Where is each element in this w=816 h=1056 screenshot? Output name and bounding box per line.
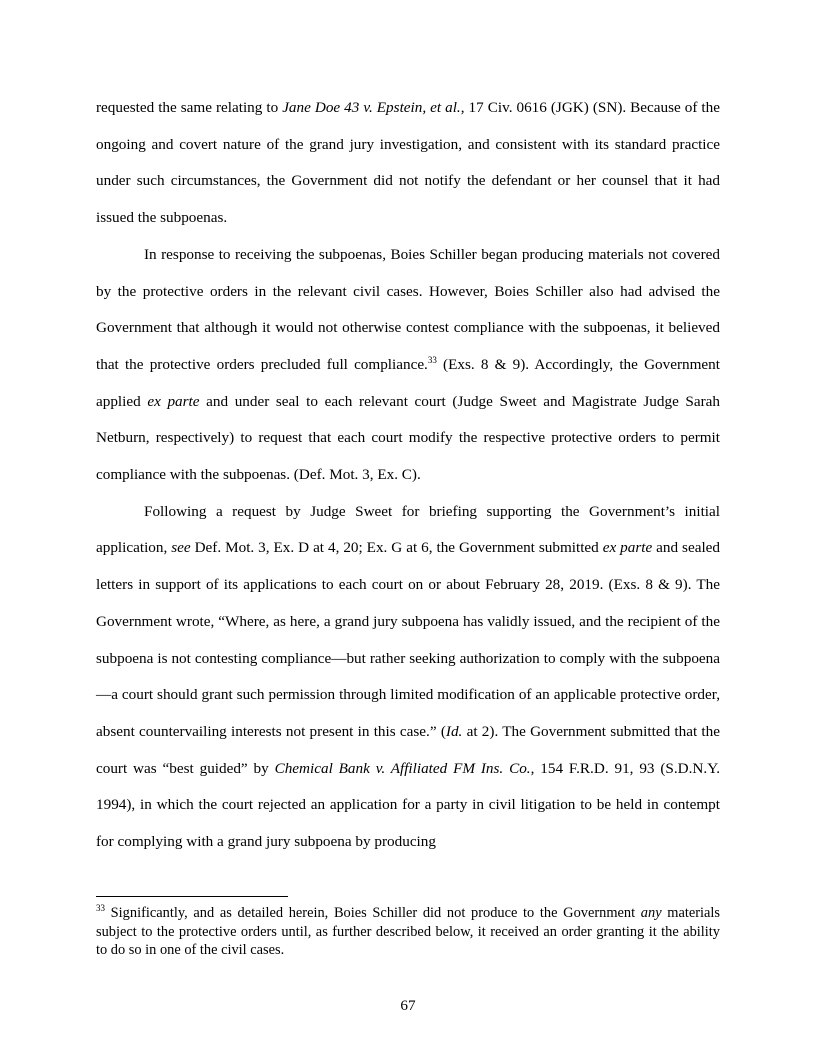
- id-citation: Id.: [445, 722, 463, 740]
- footnote-number: 33: [96, 903, 105, 913]
- paragraph-1: requested the same relating to Jane Doe 43 v. Epstein, et al., 17 Civ. 0616 (JGK) (SN). Because of the ongoing and covert nature of the grand jury investigation, and consistent with its standard practice under such circumstances, the Government did not notify the defendant or her counsel that it had issued the subpoenas.: [96, 99, 720, 227]
- case-citation: Jane Doe 43 v. Epstein, et al.: [282, 99, 461, 116]
- latin-term: ex parte: [147, 392, 200, 410]
- latin-term: ex parte: [602, 539, 653, 557]
- signal-see: see: [171, 539, 191, 557]
- body-text: [96, 90, 720, 861]
- paragraph-2: In response to receiving the subpoenas, Boies Schiller began producing materials not covered by the protective orders in the relevant civil cases. However, Boies Schiller also had advised the Government that although it would not otherwise contest compliance with the subpoenas, it believed that the protective orders precluded full compliance.$^{33}$ (Exs. 8 & 9). Accordingly, the Government applied ex parte and under seal to each relevant court (Judge Sweet and Magistrate Judge Sarah Netburn, respectively) to request that each court modify the respective protective orders to permit compliance with the subpoenas. (Def. Mot. 3, Ex. C).: [96, 245, 721, 484]
- footnote-divider: [96, 896, 288, 897]
- page-number: 67: [400, 997, 416, 1014]
- footnote: $^{33}$ Significantly, and as detailed herein, Boies Schiller did not produce to the Government any materials subject to the protective orders until, as further described below, it received an order granting it the ability to do so in one of the civil cases.: [96, 903, 721, 959]
- paragraph-3: Following a request by Judge Sweet for briefing supporting the Government’s initial application, see Def. Mot. 3, Ex. D at 4, 20; Ex. G at 6, the Government submitted ex parte and sealed letters in support of its applications to each court on or about February 28, 2019. (Exs. 8 & 9). The Government wrote, “Where, as here, a grand jury subpoena has validly issued, and the recipient of the subpoena is not contesting compliance—but rather seeking authorization to comply with the subpoena—a court should grant such permission through limited modification of an applicable protective order, absent countervailing interests not present in this case.” (Id. at 2). The Government submitted that the court was “best guided” by Chemical Bank v. Affiliated FM Ins. Co., 154 F.R.D. 91, 93 (S.D.N.Y. 1994), in which the court rejected an application for a party in civil litigation to be held in contempt for complying with a grand jury subpoena by producing: [96, 502, 720, 851]
- emphasis: any: [640, 905, 662, 921]
- footnote-reference: 33: [427, 354, 437, 365]
- case-citation: Chemical Bank v. Affiliated FM Ins. Co.: [274, 759, 531, 777]
